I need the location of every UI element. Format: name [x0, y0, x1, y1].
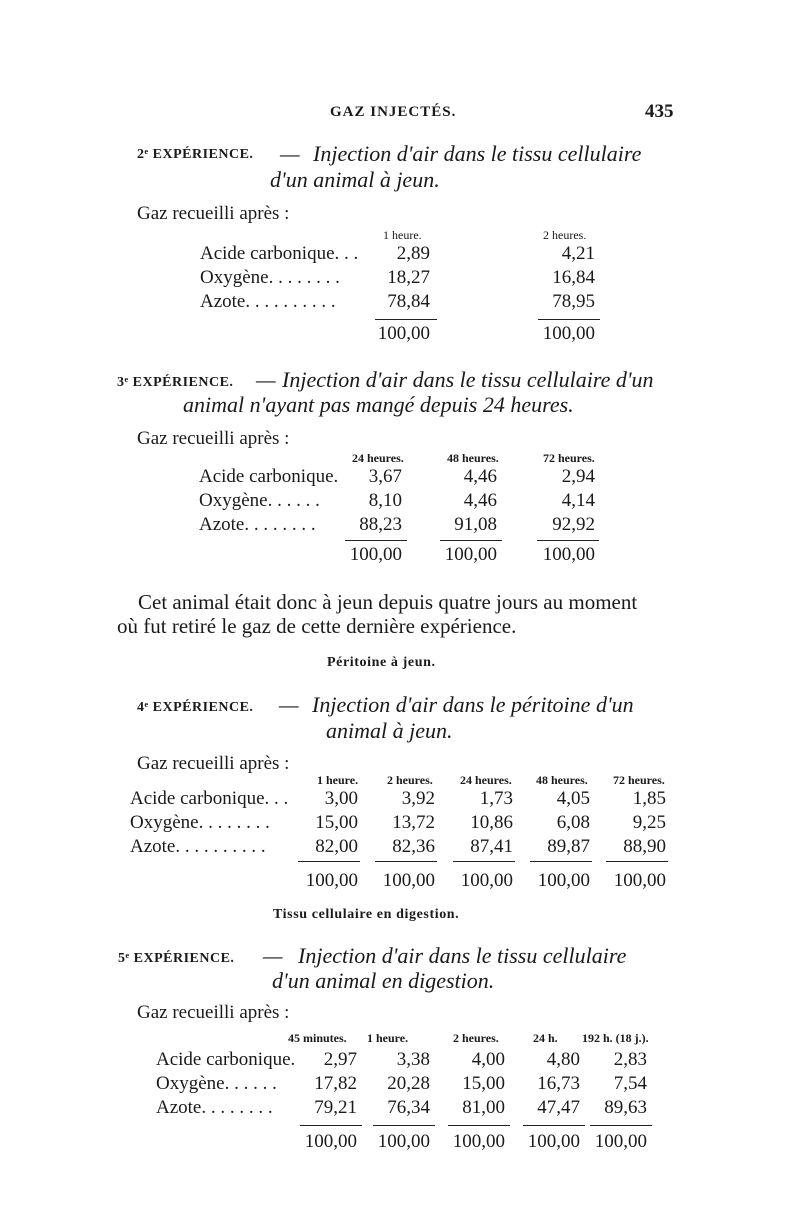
exp5-total-rule: [373, 1125, 435, 1126]
exp3-dash: —: [256, 367, 276, 392]
exp3-col-header: 24 heures.: [352, 451, 404, 465]
exp4-row-label: Acide carbonique. . .: [130, 788, 289, 809]
exp2-total-rule: [375, 319, 437, 320]
exp5-cell: 2,97: [323, 1049, 357, 1070]
exp3-row-label: Azote. . . . . . . .: [199, 514, 316, 535]
exp5-col-header: 192 h. (18 j.).: [582, 1031, 649, 1045]
exp3-cell: 4,46: [463, 490, 497, 511]
exp4-cell: 82,00: [315, 836, 358, 857]
exp4-total: 100,00: [460, 870, 513, 891]
exp3-total: 100,00: [444, 544, 497, 565]
exp2-cell: 2,89: [396, 243, 430, 264]
exp2-total: 100,00: [377, 323, 430, 344]
exp4-row-label: Azote. . . . . . . . . .: [130, 836, 266, 857]
exp3-cell: 4,46: [463, 466, 497, 487]
exp5-col-header: 2 heures.: [453, 1031, 499, 1045]
exp5-total: 100,00: [527, 1131, 580, 1152]
exp5-cell: 3,38: [396, 1049, 430, 1070]
exp5-cell: 4,00: [471, 1049, 505, 1070]
exp5-cell: 17,82: [314, 1073, 357, 1094]
exp4-cell: 88,90: [623, 836, 666, 857]
exp4-label: 4ᵉ EXPÉRIENCE.: [137, 700, 254, 715]
exp4-col-header: 2 heures.: [387, 773, 433, 787]
paragraph-line1: Cet animal était donc à jeun depuis quatre jours au moment: [138, 590, 638, 614]
exp4-title-line1: Injection d'air dans le péritoine d'un: [312, 692, 634, 717]
exp5-total: 100,00: [377, 1131, 430, 1152]
exp5-cell: 7,54: [613, 1073, 647, 1094]
exp2-row-label: Oxygène. . . . . . . .: [200, 267, 340, 288]
exp4-row-label: Oxygène. . . . . . . .: [130, 812, 270, 833]
exp3-cell: 92,92: [552, 514, 595, 535]
exp4-total: 100,00: [382, 870, 435, 891]
exp4-cell: 13,72: [392, 812, 435, 833]
paragraph-line2: où fut retiré le gaz de cette dernière expérience.: [117, 614, 517, 638]
exp5-row-label: Acide carbonique.: [156, 1049, 296, 1070]
exp3-cell: 91,08: [454, 514, 497, 535]
exp5-col-header: 45 minutes.: [288, 1031, 347, 1045]
exp4-total-rule: [530, 861, 592, 862]
exp3-total-rule: [537, 540, 599, 541]
exp5-cell: 16,73: [537, 1073, 580, 1094]
exp2-label: 2ᵉ EXPÉRIENCE.: [137, 147, 254, 162]
exp4-cell: 3,92: [401, 788, 435, 809]
exp3-cell: 3,67: [368, 466, 402, 487]
exp5-gaz-label: Gaz recueilli après :: [137, 1002, 290, 1023]
exp4-cell: 15,00: [315, 812, 358, 833]
exp3-cell: 88,23: [359, 514, 402, 535]
exp4-cell: 4,05: [556, 788, 590, 809]
exp3-total: 100,00: [542, 544, 595, 565]
exp4-cell: 3,00: [324, 788, 358, 809]
exp2-row-label: Acide carbonique. . .: [200, 243, 359, 264]
exp3-cell: 2,94: [561, 466, 595, 487]
exp2-title-line1: Injection d'air dans le tissu cellulaire: [313, 141, 642, 166]
exp5-cell: 15,00: [462, 1073, 505, 1094]
exp5-cell: 20,28: [387, 1073, 430, 1094]
exp5-cell: 81,00: [462, 1097, 505, 1118]
exp4-total-rule: [606, 861, 668, 862]
exp4-cell: 1,85: [632, 788, 666, 809]
exp4-total-rule: [375, 861, 437, 862]
exp4-dash: —: [279, 692, 299, 717]
exp5-col-header: 24 h.: [533, 1031, 558, 1045]
exp5-title-line2: d'un animal en digestion.: [272, 968, 495, 993]
exp5-cell: 4,80: [546, 1049, 580, 1070]
exp3-gaz-label: Gaz recueilli après :: [137, 428, 290, 449]
exp3-row-label: Acide carbonique.: [199, 466, 339, 487]
exp5-total-rule: [523, 1125, 585, 1126]
exp4-cell: 87,41: [470, 836, 513, 857]
exp4-total-rule: [453, 861, 515, 862]
exp4-cell: 1,73: [479, 788, 513, 809]
exp5-label: 5ᵉ EXPÉRIENCE.: [118, 951, 235, 966]
exp3-cell: 8,10: [368, 490, 402, 511]
exp4-cell: 10,86: [470, 812, 513, 833]
exp2-title-line2: d'un animal à jeun.: [270, 167, 440, 192]
exp5-title-line1: Injection d'air dans le tissu cellulaire: [298, 943, 627, 968]
page-number: 435: [645, 101, 674, 122]
exp5-row-label: Oxygène. . . . . .: [156, 1073, 277, 1094]
exp5-dash: —: [263, 943, 283, 968]
exp4-total: 100,00: [613, 870, 666, 891]
exp4-col-header: 1 heure.: [317, 773, 359, 787]
exp2-cell: 78,95: [552, 291, 595, 312]
exp5-cell: 2,83: [613, 1049, 647, 1070]
exp4-col-header: 24 heures.: [460, 773, 512, 787]
exp5-total: 100,00: [452, 1131, 505, 1152]
exp4-gaz-label: Gaz recueilli après :: [137, 753, 290, 774]
exp4-col-header: 72 heures.: [613, 773, 665, 787]
exp3-cell: 4,14: [561, 490, 595, 511]
exp3-label: 3ᵉ EXPÉRIENCE.: [117, 375, 234, 390]
exp4-total: 100,00: [537, 870, 590, 891]
exp5-cell: 79,21: [314, 1097, 357, 1118]
exp4-cell: 89,87: [547, 836, 590, 857]
exp3-total: 100,00: [349, 544, 402, 565]
exp4-title-line2: animal à jeun.: [326, 718, 453, 743]
exp2-total: 100,00: [542, 323, 595, 344]
exp2-cell: 4,21: [561, 243, 595, 264]
exp2-dash: —: [280, 141, 300, 166]
exp4-total: 100,00: [305, 870, 358, 891]
exp5-cell: 76,34: [387, 1097, 430, 1118]
exp5-total: 100,00: [304, 1131, 357, 1152]
exp3-row-label: Oxygène. . . . . .: [199, 490, 320, 511]
exp3-col-header: 48 heures.: [447, 451, 499, 465]
exp2-gaz-label: Gaz recueilli après :: [137, 203, 290, 224]
exp3-title-line2: animal n'ayant pas mangé depuis 24 heures.: [183, 392, 574, 417]
exp4-cell: 9,25: [632, 812, 666, 833]
exp3-title-line1: Injection d'air dans le tissu cellulaire d'un: [282, 367, 654, 392]
exp2-col-header: 2 heures.: [543, 228, 587, 242]
exp2-total-rule: [538, 319, 600, 320]
exp5-total-rule: [448, 1125, 510, 1126]
exp2-cell: 18,27: [387, 267, 430, 288]
running-header-title: GAZ INJECTÉS.: [330, 104, 457, 120]
exp5-total: 100,00: [594, 1131, 647, 1152]
exp3-total-rule: [345, 540, 407, 541]
exp4-cell: 82,36: [392, 836, 435, 857]
exp5-col-header: 1 heure.: [367, 1031, 409, 1045]
exp2-row-label: Azote. . . . . . . . . .: [200, 291, 336, 312]
exp3-col-header: 72 heures.: [543, 451, 595, 465]
exp5-row-label: Azote. . . . . . . .: [156, 1097, 273, 1118]
exp3-total-rule: [440, 540, 502, 541]
exp5-cell: 47,47: [537, 1097, 580, 1118]
section-heading-tissu: Tissu cellulaire en digestion.: [273, 907, 460, 922]
exp4-col-header: 48 heures.: [536, 773, 588, 787]
exp5-cell: 89,63: [604, 1097, 647, 1118]
exp2-cell: 16,84: [552, 267, 595, 288]
exp4-total-rule: [298, 861, 360, 862]
exp2-cell: 78,84: [387, 291, 430, 312]
exp4-cell: 6,08: [556, 812, 590, 833]
section-heading-peritoine: Péritoine à jeun.: [327, 655, 436, 670]
exp5-total-rule: [300, 1125, 362, 1126]
exp2-col-header: 1 heure.: [383, 228, 422, 242]
exp5-total-rule: [590, 1125, 652, 1126]
